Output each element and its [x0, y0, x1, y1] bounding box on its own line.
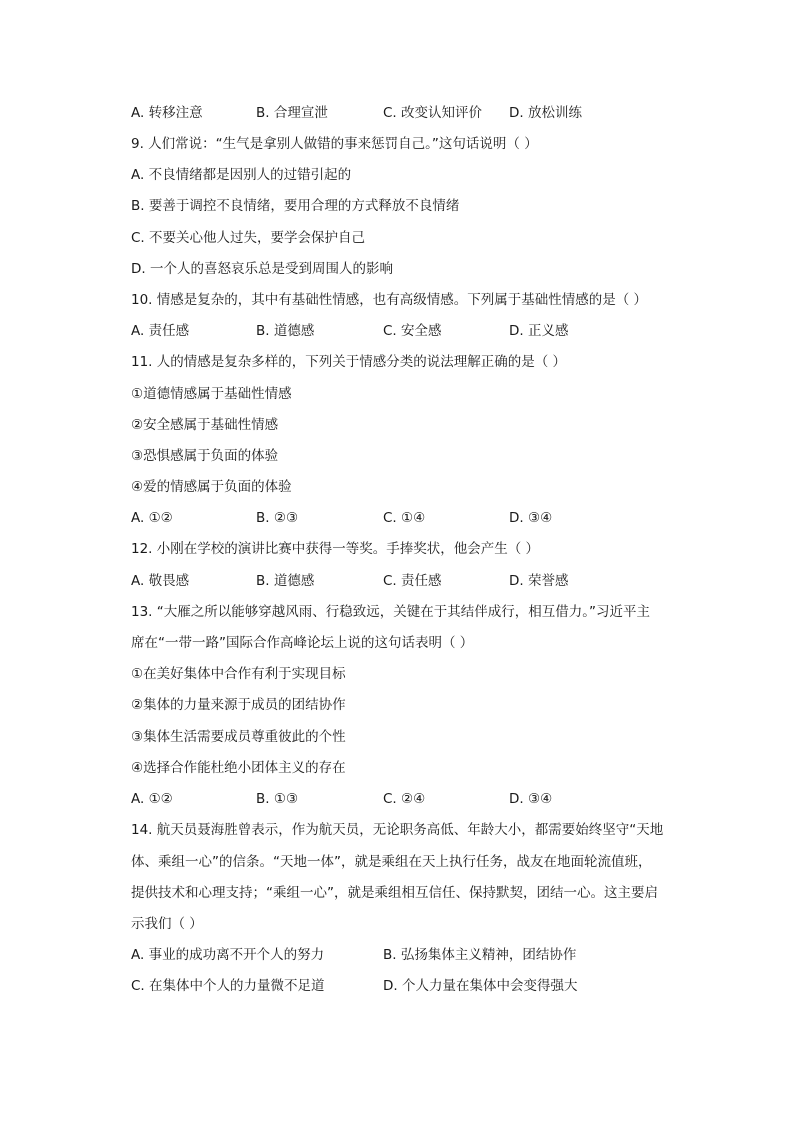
- q12-option-a: A. 敬畏感: [131, 573, 190, 589]
- q11-stem: 11. 人的情感是复杂多样的，下列关于情感分类的说法理解正确的是（ ）: [131, 354, 567, 370]
- q10-option-a: A. 责任感: [131, 323, 190, 339]
- q13-option-c: C. ②④: [383, 791, 426, 807]
- q11-statement-2: ②安全感属于基础性情感: [131, 417, 279, 433]
- q14-option-d: D. 个人力量在集体中会变得强大: [383, 978, 578, 994]
- q13-statement-4: ④选择合作能杜绝小团体主义的存在: [131, 760, 346, 776]
- q11-option-d: D. ③④: [509, 510, 553, 526]
- q12-option-d: D. 荣誉感: [509, 573, 569, 589]
- q14-option-b: B. 弘扬集体主义精神，团结协作: [383, 947, 577, 963]
- q12-option-b: B. 道德感: [256, 573, 315, 589]
- q13-stem-line-1: 13. “大雁之所以能够穿越风雨、行稳致远，关键在于其结伴成行，相互借力。”习近平主: [131, 604, 650, 620]
- q14-option-c: C. 在集体中个人的力量微不足道: [131, 978, 325, 994]
- q11-option-b: B. ②③: [256, 510, 299, 526]
- q8-option-b: B. 合理宣泄: [256, 105, 328, 121]
- q13-stem-line-2: 席在“一带一路”国际合作高峰论坛上说的这句话表明（ ）: [131, 635, 474, 651]
- q11-option-c: C. ①④: [383, 510, 426, 526]
- q13-statement-3: ③集体生活需要成员尊重彼此的个性: [131, 729, 346, 745]
- q14-stem-line-1: 14. 航天员聂海胜曾表示，作为航天员，无论职务高低、年龄大小，都需要始终坚守“天地: [131, 822, 664, 838]
- q11-statement-3: ③恐惧感属于负面的体验: [131, 448, 279, 464]
- q11-option-a: A. ①②: [131, 510, 173, 526]
- q14-stem-line-2: 体、乘组一心”的信条。“天地一体”，就是乘组在天上执行任务，战友在地面轮流值班，: [131, 854, 652, 870]
- q11-statement-1: ①道德情感属于基础性情感: [131, 386, 292, 402]
- q10-option-d: D. 正义感: [509, 323, 569, 339]
- q14-option-a: A. 事业的成功离不开个人的努力: [131, 947, 325, 963]
- q10-option-c: C. 安全感: [383, 323, 442, 339]
- q10-option-b: B. 道德感: [256, 323, 315, 339]
- q9-option-d: D. 一个人的喜怒哀乐总是受到周围人的影响: [131, 261, 393, 277]
- q8-option-d: D. 放松训练: [509, 105, 582, 121]
- q13-option-b: B. ①③: [256, 791, 299, 807]
- q14-stem-line-3: 提供技术和心理支持；“乘组一心”，就是乘组相互信任、保持默契，团结一心。这主要启: [131, 885, 658, 901]
- q9-stem: 9. 人们常说：“生气是拿别人做错的事来惩罚自己。”这句话说明（ ）: [131, 136, 538, 152]
- q10-stem: 10. 情感是复杂的，其中有基础性情感，也有高级情感。下列属于基础性情感的是（ ）: [131, 292, 648, 308]
- q14-stem-line-4: 示我们（ ）: [131, 916, 203, 932]
- q12-option-c: C. 责任感: [383, 573, 442, 589]
- q13-option-d: D. ③④: [509, 791, 553, 807]
- q8-option-c: C. 改变认知评价: [383, 105, 483, 121]
- q13-statement-1: ①在美好集体中合作有利于实现目标: [131, 666, 346, 682]
- q8-option-a: A. 转移注意: [131, 105, 203, 121]
- q12-stem: 12. 小刚在学校的演讲比赛中获得一等奖。手捧奖状，他会产生（ ）: [131, 541, 540, 557]
- q13-statement-2: ②集体的力量来源于成员的团结协作: [131, 697, 346, 713]
- q9-option-b: B. 要善于调控不良情绪，要用合理的方式释放不良情绪: [131, 198, 460, 214]
- q9-option-a: A. 不良情绪都是因别人的过错引起的: [131, 167, 352, 183]
- q9-option-c: C. 不要关心他人过失，要学会保护自己: [131, 230, 366, 246]
- q13-option-a: A. ①②: [131, 791, 173, 807]
- q11-statement-4: ④爱的情感属于负面的体验: [131, 479, 292, 495]
